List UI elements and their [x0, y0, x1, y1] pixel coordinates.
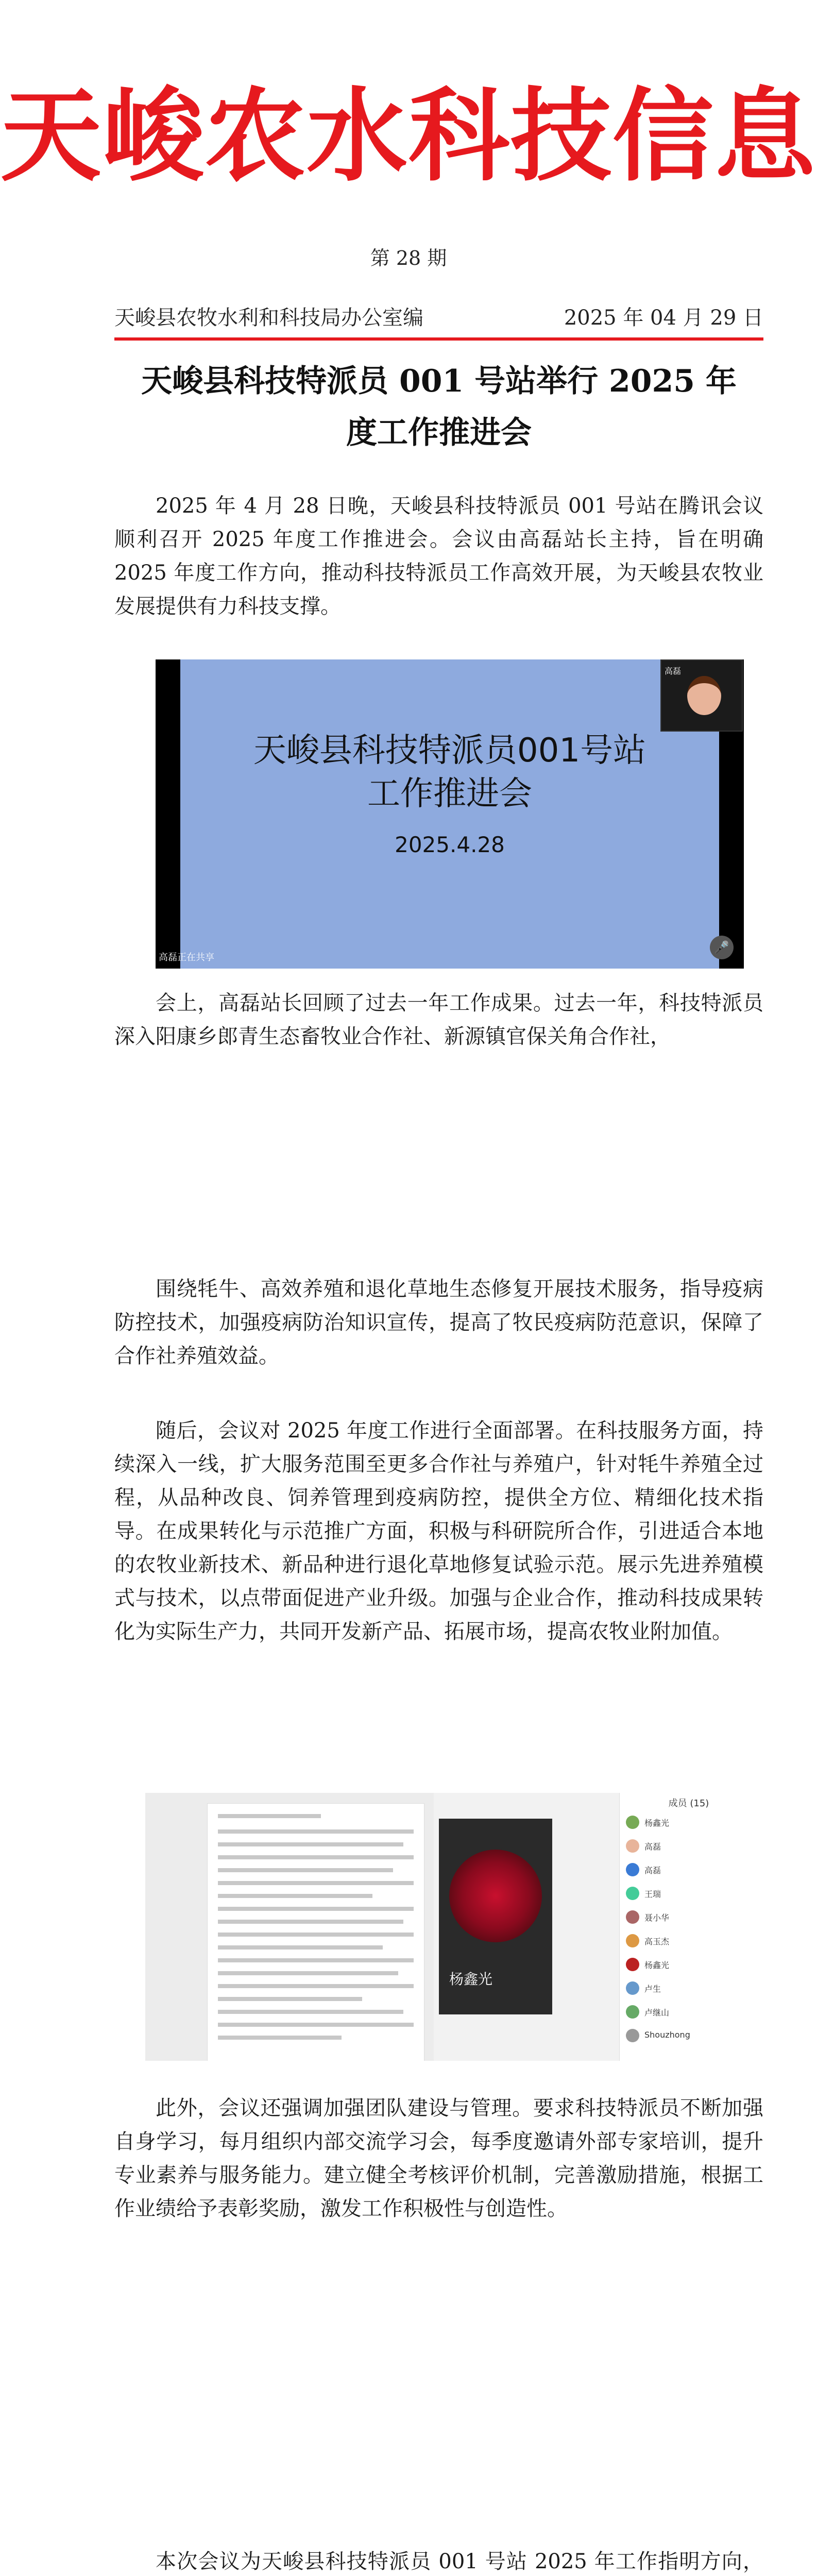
- person-avatar: [687, 676, 721, 715]
- issue-number: 第 28 期: [370, 247, 447, 269]
- participant-name: 高磊: [644, 1866, 661, 1875]
- paragraph-3: 围绕牦牛、高效养殖和退化草地生态修复开展技术服务，指导疫病防控技术，加强疫病防治知识宣传，提高了牧民疫病防范意识，保障了合作社养殖效益。: [114, 1277, 763, 1368]
- doc-line: [218, 2010, 403, 2014]
- paragraph-6: 本次会议为天峻县科技特派员 001 号站 2025 年工作指明方向，: [156, 2550, 763, 2573]
- doc-line: [218, 1920, 403, 1924]
- participant-name: 卢继山: [644, 2008, 670, 2018]
- doc-line: [218, 1984, 414, 1988]
- doc-line: [218, 1881, 414, 1885]
- participant-name: Shouzhong: [644, 2030, 690, 2040]
- avatar: [626, 1934, 639, 1947]
- header-divider: [114, 337, 763, 341]
- participant-name: 高玉杰: [644, 1937, 670, 1946]
- participants-panel: [619, 1793, 757, 2061]
- camera-label: 高磊: [665, 666, 682, 676]
- speaker-name: 杨鑫光: [449, 1971, 493, 1988]
- participant-row: [626, 1956, 755, 1973]
- article-title: [114, 355, 763, 459]
- camera-thumbnail: [660, 659, 743, 732]
- doc-line: [218, 1842, 403, 1846]
- slide-title-line-1: 天峻县科技特派员001号站: [253, 732, 646, 770]
- speaker-tile: [439, 1819, 552, 2014]
- microphone-icon: 🎤: [710, 936, 734, 959]
- masthead-title: 天峻农水科技信息: [0, 78, 816, 195]
- doc-line: [218, 1933, 414, 1937]
- shared-slide: [180, 659, 719, 969]
- avatar: [626, 1863, 639, 1876]
- publish-date: 2025 年 04 月 29 日: [564, 306, 763, 330]
- slide-title: [180, 729, 719, 816]
- doc-line: [218, 1855, 414, 1859]
- doc-line: [218, 1907, 414, 1911]
- doc-line: [218, 2023, 414, 2027]
- participant-name: 卢生: [644, 1984, 661, 1994]
- participant-name: 聂小华: [644, 1913, 670, 1923]
- share-status: 高磊正在共享: [159, 952, 214, 963]
- doc-line: [218, 1958, 414, 1962]
- participant-row: [626, 1861, 755, 1878]
- doc-line: [218, 1971, 398, 1975]
- participant-row: [626, 1814, 755, 1831]
- shared-document: [145, 1793, 434, 2061]
- avatar: [626, 1839, 639, 1853]
- avatar: [626, 1887, 639, 1900]
- doc-line: [218, 1894, 372, 1898]
- paragraph-5: 此外，会议还强调加强团队建设与管理。要求科技特派员不断加强自身学习，每月组织内部交流学习会，每季度邀请外部专家培训，提升专业素养与服务能力。建立健全考核评价机制，完善激励措施，根据工作业绩给予表彰奖励，激发工作积极性与创造性。: [114, 2096, 763, 2221]
- publisher: 天峻县农牧水利和科技局办公室编: [114, 306, 423, 330]
- avatar: [626, 1816, 639, 1829]
- avatar: [626, 2029, 639, 2042]
- participant-row: [626, 1979, 755, 1997]
- document-page: [207, 1803, 424, 2061]
- participants-title: 成员 (15): [668, 1798, 709, 1809]
- slide-title-line-2: 工作推进会: [367, 775, 532, 813]
- doc-line: [218, 1829, 414, 1834]
- doc-line: [218, 1997, 362, 2001]
- participant-row: [626, 2003, 755, 2021]
- participant-name: 王瑞: [644, 1889, 661, 1899]
- participant-row: [626, 1837, 755, 1855]
- avatar: [626, 1910, 639, 1924]
- participant-name: 杨鑫光: [644, 1960, 670, 1970]
- meta-row: [114, 301, 763, 332]
- participant-row: [626, 1932, 755, 1950]
- doc-line: [218, 1814, 321, 1818]
- article-title-line-1: 天峻县科技特派员 001 号站举行 2025 年: [141, 363, 737, 399]
- participant-name: 杨鑫光: [644, 1818, 670, 1828]
- participant-name: 高磊: [644, 1842, 661, 1852]
- meeting-screenshot-2: [145, 1793, 757, 2061]
- article-title-line-2: 度工作推进会: [346, 415, 532, 451]
- avatar: [626, 2005, 639, 2019]
- doc-line: [218, 1945, 383, 1950]
- meeting-screenshot: [156, 659, 744, 969]
- avatar: [626, 1958, 639, 1971]
- participant-row: [626, 1908, 755, 1926]
- paragraph-1: 2025 年 4 月 28 日晚，天峻县科技特派员 001 号站在腾讯会议顺利召开 2025 年度工作推进会。会议由高磊站长主持，旨在明确 2025 年度工作方向，推动科技特派员工作高效开展，为天峻县农牧业发展提供有力科技支撑。: [114, 494, 763, 618]
- paragraph-2: 会上，高磊站长回顾了过去一年工作成果。过去一年，科技特派员深入阳康乡郎青生态畜牧业合作社、新源镇官保关角合作社，: [114, 991, 763, 1048]
- rose-avatar-icon: [449, 1850, 542, 1942]
- slide-date: 2025.4.28: [395, 832, 505, 857]
- participant-row: [626, 1885, 755, 1902]
- doc-line: [218, 2036, 342, 2040]
- participant-row: [626, 2027, 755, 2044]
- avatar: [626, 1981, 639, 1995]
- paragraph-4: 随后，会议对 2025 年度工作进行全面部署。在科技服务方面，持续深入一线，扩大服务范围至更多合作社与养殖户，针对牦牛养殖全过程，从品种改良、饲养管理到疫病防控，提供全方位、精细化技术指导。在成果转化与示范推广方面，积极与科研院所合作，引进适合本地的农牧业新技术、新品种进行退化草地修复试验示范。展示先进养殖模式与技术，以点带面促进产业升级。加强与企业合作，推动科技成果转化为实际生产力，共同开发新产品、拓展市场，提高农牧业附加值。: [114, 1419, 763, 1643]
- doc-line: [218, 1868, 393, 1872]
